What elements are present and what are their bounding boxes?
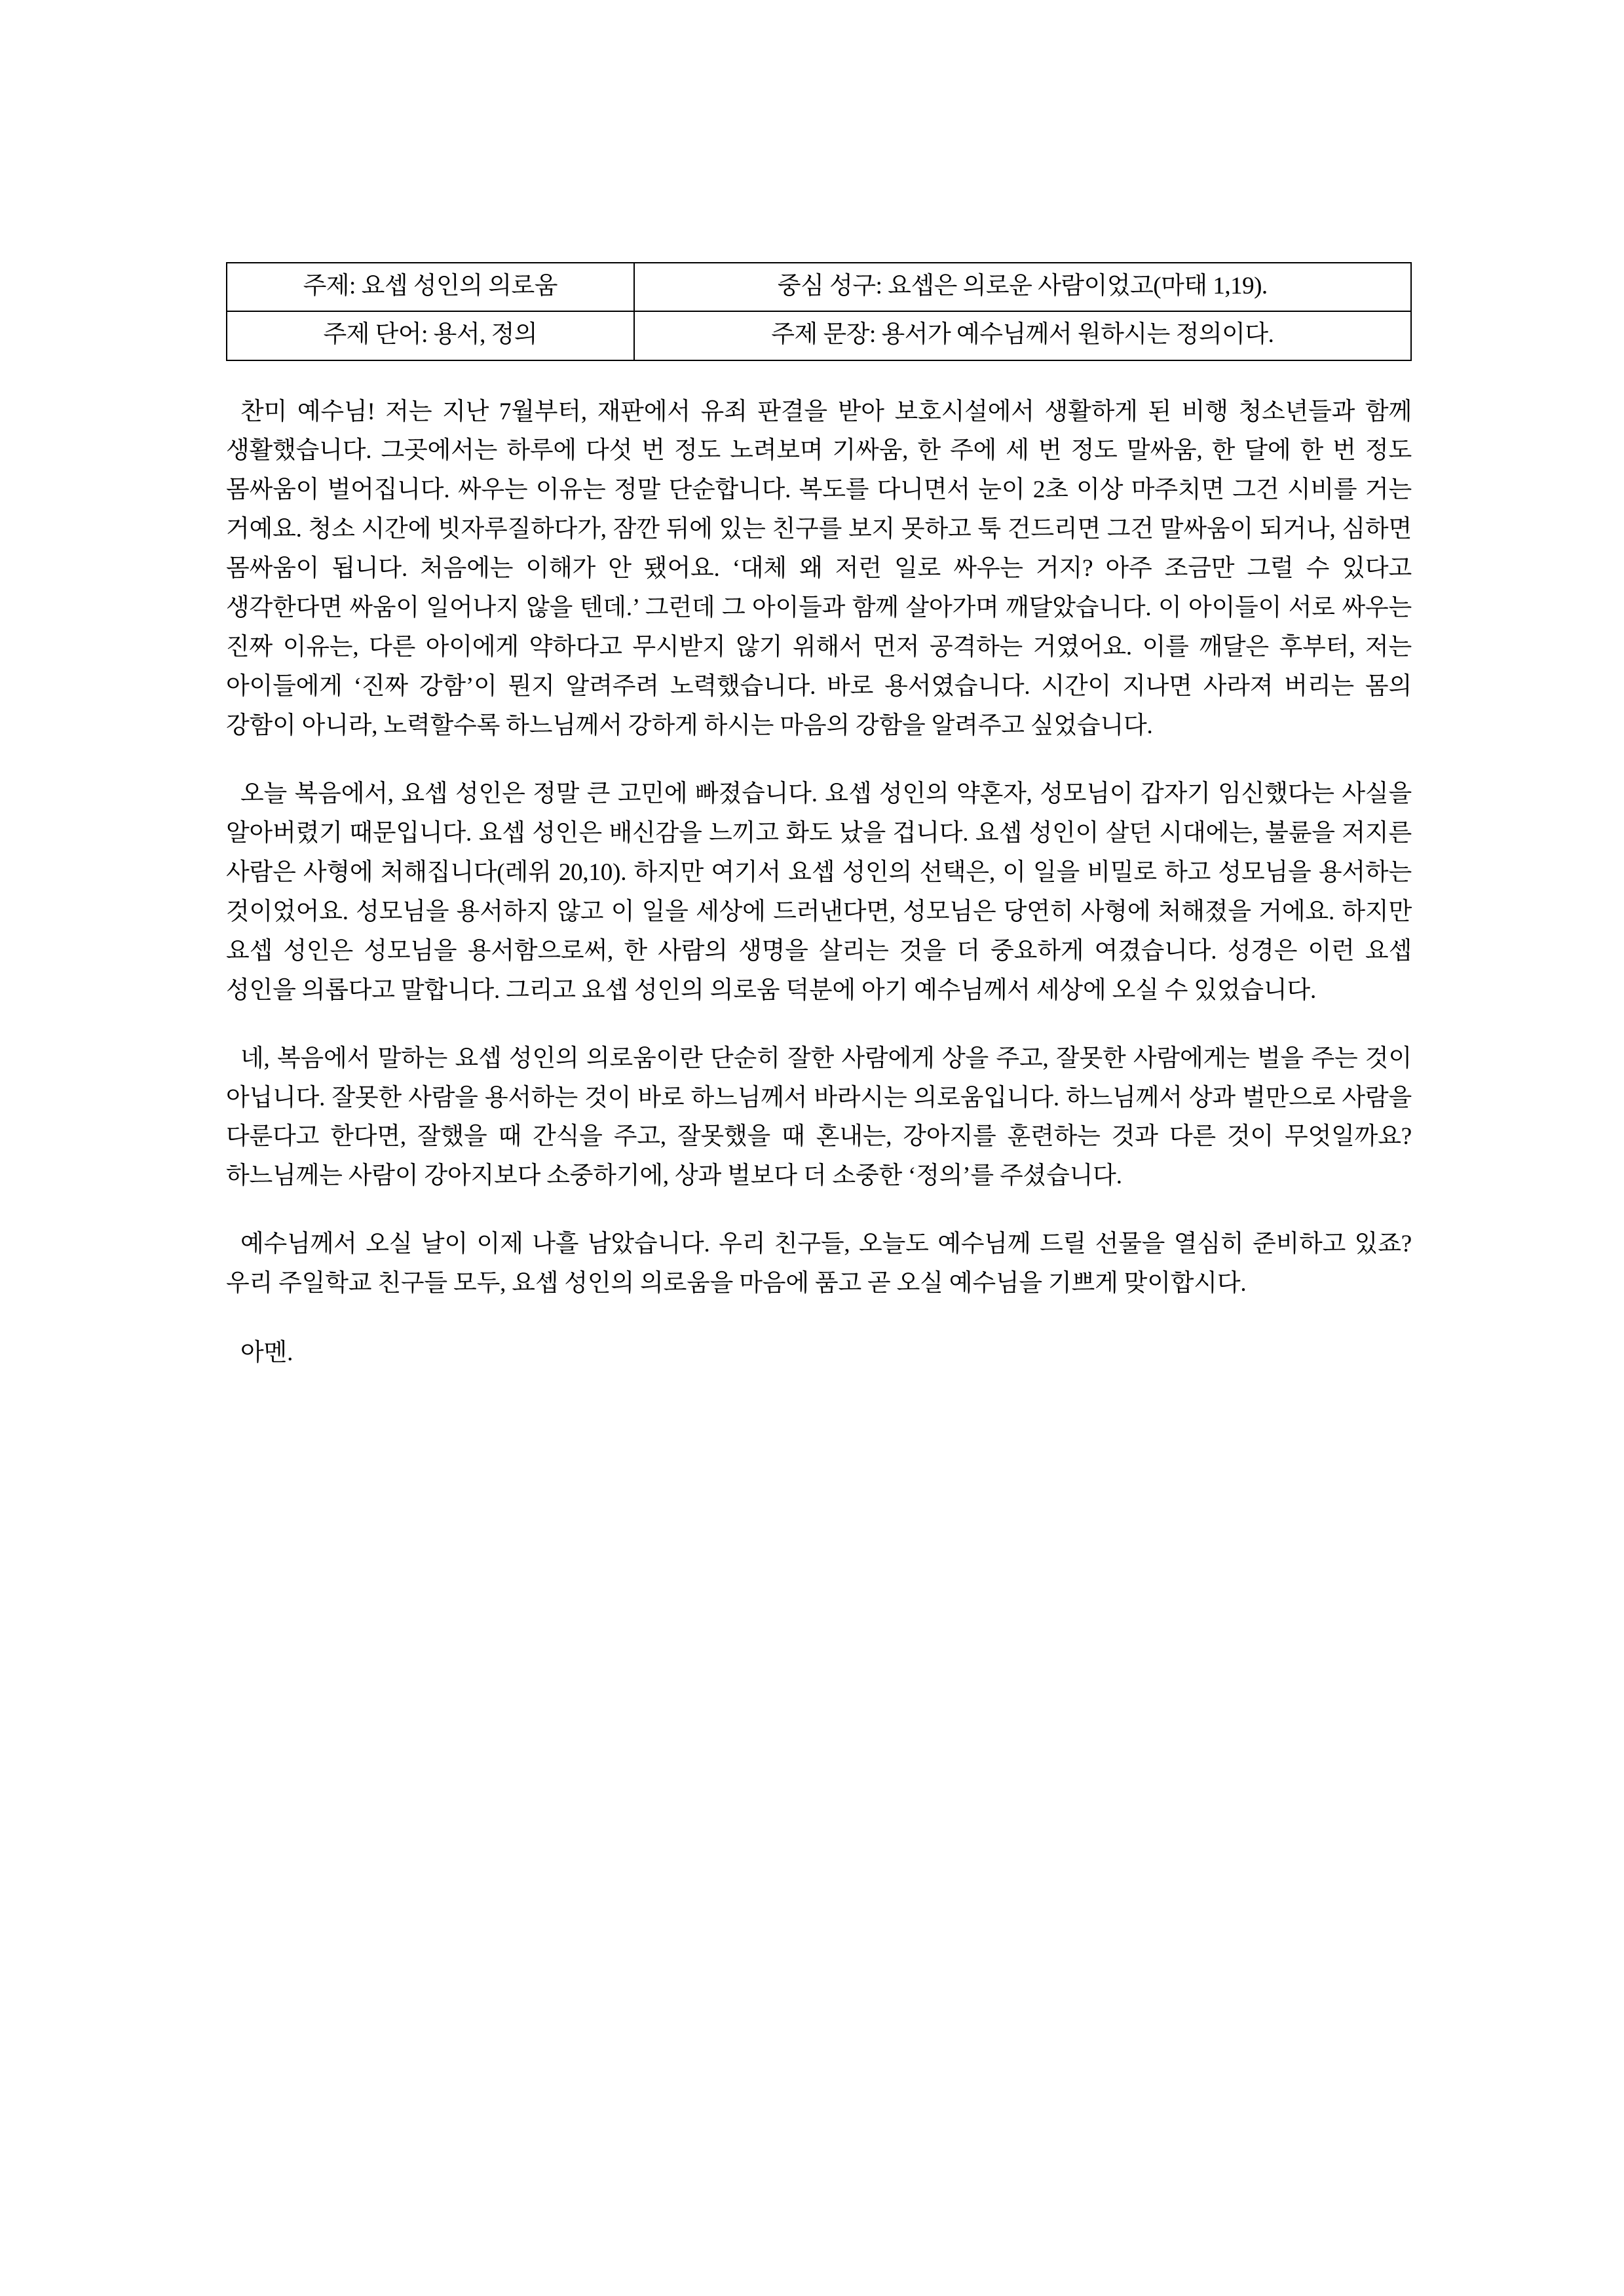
body-paragraph-3: 네, 복음에서 말하는 요셉 성인의 의로움이란 단순히 잘한 사람에게 상을 주고, 잘못한 사람에게는 벌을 주는 것이 아닙니다. 잘못한 사람을 용서하는 것이 바로 하느님께서 바라시는 의로움입니다. 하느님께서 상과 벌만으로 사람을 다룬다고 한다면, 잘했을 때 간식을 주고, 잘못했을 때 혼내는, 강아지를 훈련하는 것과 다른 것이 무엇일까요? 하느님께는 사람이 강아지보다 소중하기에, 상과 벌보다 더 소중한 ‘정의’를 주셨습니다. [226, 1044, 1412, 1190]
theme-summary-table [226, 262, 1412, 361]
theme-sentence-cell: 주제 문장: 용서가 예수님께서 원하시는 정의이다. [634, 311, 1411, 360]
table-row [227, 263, 1411, 311]
document-content [226, 262, 1412, 1373]
body-paragraph-4: 예수님께서 오실 날이 이제 나흘 남았습니다. 우리 친구들, 오늘도 예수님께 드릴 선물을 열심히 준비하고 있죠? 우리 주일학교 친구들 모두, 요셉 성인의 의로움을 마음에 품고 곧 오실 예수님을 기쁘게 맞이합시다. [226, 1231, 1412, 1297]
theme-keywords-cell: 주제 단어: 용서, 정의 [227, 311, 634, 360]
closing-amen: 아멘. [240, 1339, 293, 1367]
table-row [227, 311, 1411, 360]
theme-scripture-cell: 중심 성구: 요셉은 의로운 사람이었고(마태 1,19). [634, 263, 1411, 311]
theme-topic-cell: 주제: 요셉 성인의 의로움 [227, 263, 634, 311]
body-paragraph-1: 찬미 예수님! 저는 지난 7월부터, 재판에서 유죄 판결을 받아 보호시설에서 생활하게 된 비행 청소년들과 함께 생활했습니다. 그곳에서는 하루에 다섯 번 정도 노려보며 기싸움, 한 주에 세 번 정도 말싸움, 한 달에 한 번 정도 몸싸움이 벌어집니다. 싸우는 이유는 정말 단순합니다. 복도를 다니면서 눈이 2초 이상 마주치면 그건 시비를 거는 거예요. 청소 시간에 빗자루질하다가, 잠깐 뒤에 있는 친구를 보지 못하고 툭 건드리면 그건 말싸움이 되거나, 심하면 몸싸움이 됩니다. 처음에는 이해가 안 됐어요. ‘대체 왜 저런 일로 싸우는 거지? 아주 조금만 그럴 수 있다고 생각한다면 싸움이 일어나지 않을 텐데.’ 그런데 그 아이들과 함께 살아가며 깨달았습니다. 이 아이들이 서로 싸우는 진짜 이유는, 다른 아이에게 약하다고 무시받지 않기 위해서 먼저 공격하는 거였어요. 이를 깨달은 후부터, 저는 아이들에게 ‘진짜 강함’이 뭔지 알려주려 노력했습니다. 바로 용서였습니다. 시간이 지나면 사라져 버리는 몸의 강함이 아니라, 노력할수록 하느님께서 강하게 하시는 마음의 강함을 알려주고 싶었습니다. [226, 398, 1412, 739]
body-paragraph-2: 오늘 복음에서, 요셉 성인은 정말 큰 고민에 빠졌습니다. 요셉 성인의 약혼자, 성모님이 갑자기 임신했다는 사실을 알아버렸기 때문입니다. 요셉 성인은 배신감을 느끼고 화도 났을 겁니다. 요셉 성인이 살던 시대에는, 불륜을 저지른 사람은 사형에 처해집니다(레위 20,10). 하지만 여기서 요셉 성인의 선택은, 이 일을 비밀로 하고 성모님을 용서하는 것이었어요. 성모님을 용서하지 않고 이 일을 세상에 드러낸다면, 성모님은 당연히 사형에 처해졌을 거에요. 하지만 요셉 성인은 성모님을 용서함으로써, 한 사람의 생명을 살리는 것을 더 중요하게 여겼습니다. 성경은 이런 요셉 성인을 의롭다고 말합니다. 그리고 요셉 성인의 의로움 덕분에 아기 예수님께서 세상에 오실 수 있었습니다. [226, 780, 1412, 1004]
